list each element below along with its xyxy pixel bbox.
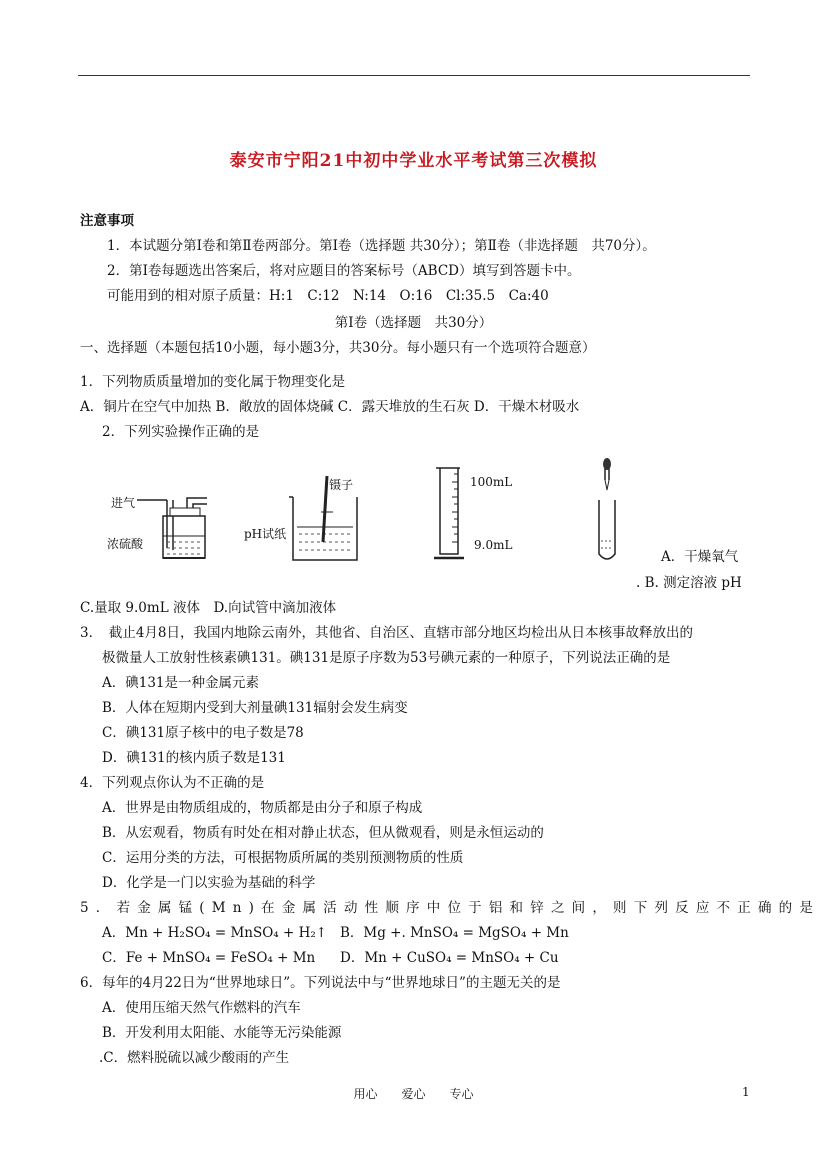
q6-stem: 6．每年的4月22日为“世界地球日”。下列说法中与“世界地球日”的主题无关的是	[80, 975, 561, 991]
section-heading: 一、选择题（本题包括10小题，每小题3分，共30分。每小题只有一个选项符合题意）	[80, 340, 596, 356]
q1-options: A．铜片在空气中加热 B．敞放的固体烧碱 C．露天堆放的生石灰 D．干燥木材吸水	[80, 399, 580, 415]
q3-option-c: C．碘131原子核中的电子数是78	[102, 725, 304, 741]
q3-stem-line1: 3． 截止4月8日，我国内地除云南外，其他省、自治区、直辖市部分地区均检出从日本核事故释放出的	[80, 625, 694, 641]
q5-stem: 5．若金属锰(Mn)在金属活动性顺序中位于铝和锌之间，则下列反应不正确的是	[80, 900, 821, 916]
label-gas-inlet: 进气	[111, 496, 136, 510]
label-100ml: 100mL	[470, 475, 513, 489]
q5-option-c: C．Fe + MnSO₄ = FeSO₄ + Mn	[102, 950, 316, 966]
label-tweezers: 镊子	[329, 478, 354, 492]
graduated-cylinder-figure	[430, 462, 475, 567]
gas-drying-bottle-figure	[105, 478, 215, 568]
note-1: 1．本试题分第Ⅰ卷和第Ⅱ卷两部分。第Ⅰ卷（选择题 共30分）；第Ⅱ卷（非选择题 共70分）。	[107, 238, 656, 254]
page-title: 泰安市宁阳21中初中学业水平考试第三次模拟	[229, 151, 598, 171]
q3-option-d: D．碘131的核内质子数是131	[102, 750, 286, 766]
q1-stem: 1．下列物质质量增加的变化属于物理变化是	[80, 374, 346, 390]
note-2: 2．第Ⅰ卷每题选出答案后，将对应题目的答案标号（ABCD）填写到答题卡中。	[107, 263, 581, 279]
q6-option-a: A．使用压缩天然气作燃料的汽车	[102, 1000, 301, 1016]
header-rule	[78, 75, 750, 76]
q2-option-b: . B. 测定溶液 pH	[636, 575, 742, 591]
q4-option-d: D．化学是一门以实验为基础的科学	[102, 875, 316, 891]
q5-option-b: B．Mg +. MnSO₄ = MgSO₄ + Mn	[340, 925, 569, 941]
q5-option-d: D．Mn + CuSO₄ = MnSO₄ + Cu	[340, 950, 559, 966]
q2-options-cd: C.量取 9.0mL 液体 D.向试管中滴加液体	[80, 600, 337, 616]
q6-option-c: .C．燃料脱硫以减少酸雨的产生	[99, 1050, 290, 1066]
q2-option-a: A．干燥氧气	[661, 549, 739, 565]
q3-option-b: B．人体在短期内受到大剂量碘131辐射会发生病变	[102, 700, 408, 716]
label-conc-sulfuric-acid: 浓硫酸	[107, 537, 144, 551]
q4-option-a: A．世界是由物质组成的，物质都是由分子和原子构成	[102, 800, 423, 816]
q4-stem: 4．下列观点你认为不正确的是	[80, 775, 265, 791]
label-ph-paper: pH试纸	[244, 527, 287, 541]
q6-option-b: B．开发利用太阳能、水能等无污染能源	[102, 1025, 342, 1041]
q4-option-c: C．运用分类的方法，可根据物质所属的类别预测物质的性质	[102, 850, 464, 866]
footer-motto: 用心 爱心 专心	[353, 1087, 474, 1101]
label-9ml: 9.0mL	[474, 538, 513, 552]
q4-option-b: B．从宏观看，物质有时处在相对静止状态，但从微观看，则是永恒运动的	[102, 825, 544, 841]
part1-heading: 第Ⅰ卷（选择题 共30分）	[334, 315, 493, 331]
q5-option-a: A．Mn + H₂SO₄ = MnSO₄ + H₂↑	[102, 925, 328, 941]
test-tube-dropper-figure	[592, 456, 622, 566]
page-number: 1	[742, 1085, 750, 1099]
q2-stem: 2．下列实验操作正确的是	[102, 424, 260, 440]
q3-option-a: A．碘131是一种金属元素	[102, 675, 260, 691]
notes-heading: 注意事项	[80, 213, 134, 229]
note-atomic-masses: 可能用到的相对原子质量：H:1 C:12 N:14 O:16 Cl:35.5 Ca:40	[107, 288, 549, 304]
q3-stem-line2: 极微量人工放射性核素碘131。碘131是原子序数为53号碘元素的一种原子，下列说法正确的是	[102, 650, 671, 666]
